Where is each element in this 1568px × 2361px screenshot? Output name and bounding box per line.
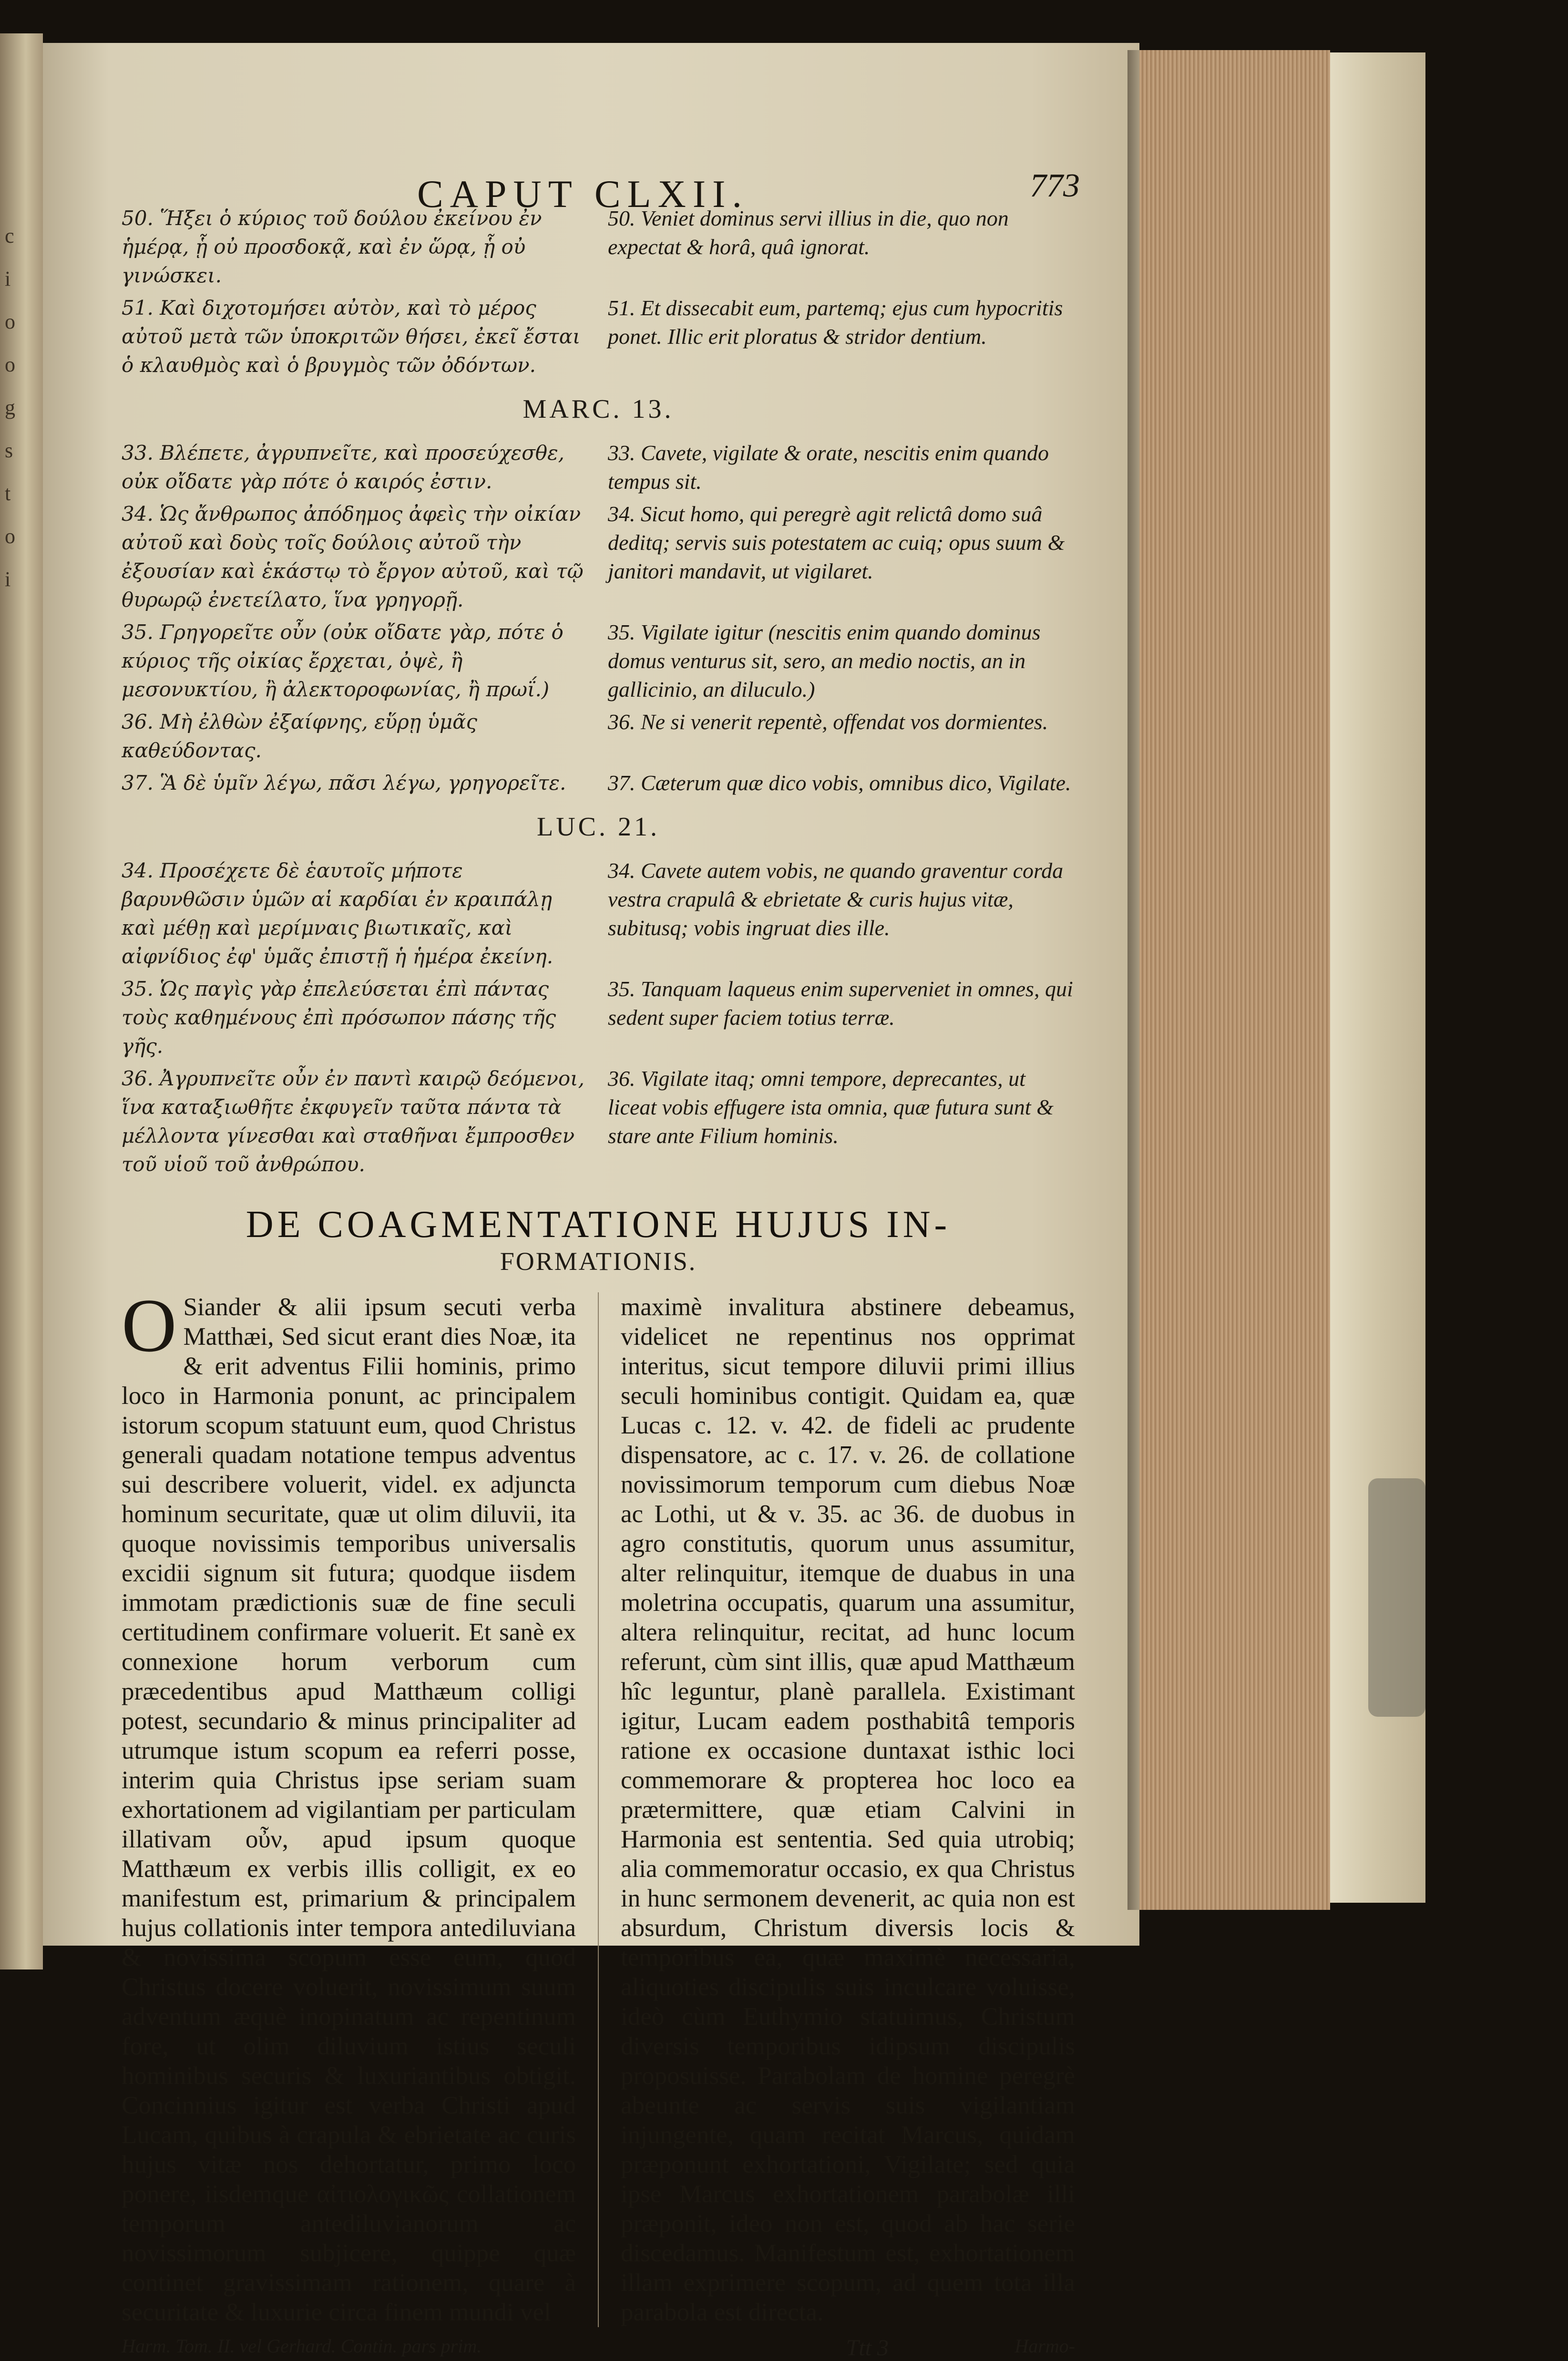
- cover-stain: [1368, 1478, 1425, 1717]
- left-margin-letter: g: [5, 396, 15, 419]
- left-margin-letter: o: [5, 353, 15, 376]
- left-margin-letter: t: [5, 482, 11, 505]
- book-page: [43, 43, 1139, 2361]
- section-heading-luc: LUC. 21.: [537, 812, 660, 842]
- latin-verse: 35. Tanquam laqueus enim superveniet in omnes, qui sedent super faciem totius terræ.: [608, 977, 1073, 1030]
- greek-verse: 35. Ὡς παγὶς γὰρ ἐπελεύσεται ἐπὶ πάντας τοὺς καθημένους ἐπὶ πρόσωπον πάσης τῆς γῆς.: [122, 977, 556, 1058]
- latin-verse: 37. Cæterum quæ dico vobis, omnibus dico, Vigilate.: [608, 771, 1071, 795]
- verse-row: [122, 439, 1075, 496]
- greek-verse: 51. Καὶ διχοτομήσει αὐτὸν, καὶ τὸ μέρος αὐτοῦ μετὰ τῶν ὑποκριτῶν θήσει, ἐκεῖ ἔσται ὁ κλαυθμὸς καὶ ὁ βρυγμὸς τῶν ὀδόντων.: [122, 296, 581, 377]
- greek-verse: 34. Προσέχετε δὲ ἑαυτοῖς μήποτε βαρυνθῶσιν ὑμῶν αἱ καρδίαι ἐν κραιπάλῃ καὶ μέθῃ καὶ μερίμναις βιωτικαῖς, καὶ αἰφνίδιος ἐφ' ὑμᾶς ἐπιστῇ ἡ ἡμέρα ἐκείνη.: [122, 859, 553, 968]
- verse-row: [122, 1064, 1075, 1179]
- verse-row: [122, 856, 1075, 971]
- greek-verse: 37. Ἃ δὲ ὑμῖν λέγω, πᾶσι λέγω, γρηγορεῖτε.: [122, 771, 566, 794]
- catchword: Harmo-: [1015, 2335, 1075, 2357]
- latin-verse: 51. Et dissecabit eum, partemq; ejus cum hypocritis ponet. Illic erit ploratus & stridor dentium.: [608, 296, 1063, 349]
- latin-verse: 35. Vigilate igitur (nescitis enim quando dominus domus venturus sit, sero, an medio noctis, an in gallicinio, an diluculo.): [608, 620, 1041, 701]
- verse-row: [122, 769, 1075, 797]
- chapter-title: CAPUT CLXII.: [417, 172, 748, 216]
- verse-row: [122, 618, 1075, 704]
- latin-verse: 36. Ne si venerit repentè, offendat vos dormientes.: [608, 710, 1048, 734]
- latin-verse: 36. Vigilate itaq; omni tempore, deprecantes, ut liceat vobis effugere ista omnia, quæ futura sunt & stare ante Filium hominis.: [608, 1066, 1054, 1148]
- left-margin-letter: o: [5, 525, 15, 548]
- latin-verse: 33. Cavete, vigilate & orate, nescitis enim quando tempus sit.: [608, 441, 1049, 494]
- greek-verse: 33. Βλέπετε, ἀγρυπνεῖτε, καὶ προσεύχεσθε, οὐκ οἴδατε γὰρ πότε ὁ καιρός ἐστιν.: [122, 441, 564, 493]
- greek-verse: 50. Ἥξει ὁ κύριος τοῦ δούλου ἐκείνου ἐν ἡμέρᾳ, ᾗ οὐ προσδοκᾷ, καὶ ἐν ὥρᾳ, ᾗ οὐ γινώσκει.: [122, 206, 542, 287]
- verse-row: [122, 500, 1075, 614]
- latin-verse: 34. Cavete autem vobis, ne quando graventur corda vestra crapulâ & ebrietate & curis hujus vitæ, subitusq; vobis ingruat dies ille.: [608, 858, 1064, 940]
- signature-mark: Ttt 3: [846, 2335, 889, 2361]
- right-column-text: maximè invalitura abstinere debeamus, videlicet ne repentinus nos opprimat interitus, sicut tempore diluvii primi illius seculi hominibus contigit. Quidam ea, quæ Lucas c. 12. v. 42. de fideli ac prudente dispensatore, ac c. 17. v. 26. de collatione novissimorum temporum cum diebus Noæ ac Lothi, ut & v. 35. ac 36. de duobus in agro constitutis, quorum unus assumitur, alter relinquitur, itemque de duabus in una moletrina occupatis, quarum una assumitur, altera relinquitur, recitat, ad hunc locum referunt, cùm sint illis, quæ apud Matthæum hîc leguntur, planè parallela. Existimant igitur, Lucam eadem posthabitâ temporis ratione ex occasione duntaxat isthic loci commemorare & propterea hoc loco ea prætermittere, quæ etiam Calvini in Harmonia est sententia. Sed quia utrobiq; alia commemoratur occasio, ex qua Christus in hunc sermonem devenerit, ac quia non est absurdum, Christum diversis locis & temporibus ea, quæ maximè necessaria, aliquoties discipulis suis inculcare voluisse, ideò cùm Euthymio statuimus, Christum diversis temporibus idipsum discipulis proposuisse. Parabolam de homine peregrè abeunte ac servis suis vigilantiam injungente, quam recitat Marcus, quidam præponunt exhortationi, Vigilate; sed quia ipse Marcus exhortationem parabolæ illi præponit, ideo non est, quod ab hac serie discedamus. Manifestum est, exhortationem illam exprimere scopum, ad quem tota illa parabola est directa.: [620, 1293, 1076, 2326]
- left-column-text: Siander & alii ipsum secuti verba Matthæi, Sed sicut erant dies Noæ, ita & erit adventus Filii hominis, primo loco in Harmonia ponunt, ac principalem istorum scopum statuunt eum, quod Christus generali quadam notatione tempus adventus sui describere voluerit, videl. ex adjuncta hominum securitate, quæ ut olim diluvii, ita quoque novissimis temporibus universalis excidii signum sit futura; quodque iisdem immotam prædictionis suæ de fine seculi certitudinem confirmare voluerit. Et sanè ex connexione horum verborum cum præcedentibus apud Matthæum colligi potest, secundario & minus principaliter ad utrumque istum scopum ea referri posse, interim quia Christus ipse seriam suam exhortationem ad vigilantiam per particulam illativam οὖν, apud ipsum quoque Matthæum ex verbis illis colligit, ex eo manifestum est, primarium & principalem hujus collationis inter tempora antediluviana & novissima scopum esse eum, quod Christus docere voluerit, novissimum suum adventum æquè inopinatum ac repentinum fore, ut olim diluvium istius seculi hominibus securis & luxuriantibus obtigit. Concinnius igitur est verba Christi apud Lucam, quibus à crapula & ebrietate ac curis hujus vitæ nos dehortatur, primo loco ponere, iisdemque αἰτιολογικῶς collationem temporum antediluvianorum ac novissimorum subjicere, quippe quæ continet gravissimam rationem, quare à securitate & luxurie circa finem mundi vel: [122, 1293, 576, 2326]
- greek-verse: 34. Ὡς ἄνθρωπος ἀπόδημος ἀφεὶς τὴν οἰκίαν αὐτοῦ καὶ δοὺς τοῖς δούλοις αὐτοῦ τὴν ἐξουσίαν καὶ ἑκάστῳ τὸ ἔργον αὐτοῦ, καὶ τῷ θυρωρῷ ἐνετείλατο, ἵνα γρηγορῇ.: [122, 502, 584, 611]
- left-margin-letter: i: [5, 567, 11, 591]
- left-margin-letters: [5, 215, 24, 601]
- greek-verse: 35. Γρηγορεῖτε οὖν (οὐκ οἴδατε γὰρ, πότε ὁ κύριος τῆς οἰκίας ἔρχεται, ὀψὲ, ἢ μεσονυκτίου, ἢ ἀλεκτοροφωνίας, ἢ πρωΐ.): [122, 620, 564, 701]
- left-page-edge: [0, 33, 43, 1969]
- page-footer: [122, 2335, 1075, 2361]
- latin-verse: 50. Veniet dominus servi illius in die, quo non expectat & horâ, quâ ignorat.: [608, 206, 1009, 259]
- verse-row: [122, 204, 1075, 290]
- commentary-title-continued: FORMATIONIS.: [500, 1247, 697, 1276]
- commentary-left-column: [122, 1283, 576, 2327]
- commentary-title: DE COAGMENTATIONE HUJUS IN-: [246, 1204, 951, 1246]
- verse-row: [122, 294, 1075, 380]
- section-heading-marc: MARC. 13.: [523, 394, 674, 424]
- left-margin-letter: i: [5, 267, 11, 290]
- left-margin-letter: c: [5, 224, 14, 247]
- page-text: [122, 143, 1080, 2361]
- left-margin-letter: o: [5, 310, 15, 333]
- footer-source: Harm. Tom. II. vel Gerhard. Contin. pars prim.: [122, 2335, 482, 2357]
- left-margin-letter: s: [5, 439, 13, 462]
- commentary-right-column: [621, 1292, 1075, 2327]
- verses-block-3: [122, 856, 1075, 1179]
- verses-block-2: [122, 439, 1075, 797]
- page-block-edge: [1139, 50, 1330, 1910]
- latin-verse: 34. Sicut homo, qui peregrè agit relictâ domo suâ deditq; servis suis potestatem ac cuiq; opus suum & janitori mandavit, ut vigilaret.: [608, 502, 1065, 583]
- verses-block-1: [122, 204, 1075, 380]
- page-header: [122, 143, 1080, 216]
- greek-verse: 36. Ἀγρυπνεῖτε οὖν ἐν παντὶ καιρῷ δεόμενοι, ἵνα καταξιωθῆτε ἐκφυγεῖν ταῦτα πάντα τὰ μέλλοντα γίνεσθαι καὶ σταθῆναι ἔμπροσθεν τοῦ υἱοῦ τοῦ ἀνθρώπου.: [122, 1067, 584, 1176]
- column-divider: [598, 1292, 599, 2327]
- verse-row: [122, 708, 1075, 765]
- page-number: 773: [1030, 167, 1080, 204]
- drop-cap: O: [122, 1283, 177, 1368]
- commentary-columns: [122, 1283, 1076, 2327]
- greek-verse: 36. Μὴ ἐλθὼν ἐξαίφνης, εὕρῃ ὑμᾶς καθεύδοντας.: [122, 710, 478, 762]
- verse-row: [122, 975, 1075, 1061]
